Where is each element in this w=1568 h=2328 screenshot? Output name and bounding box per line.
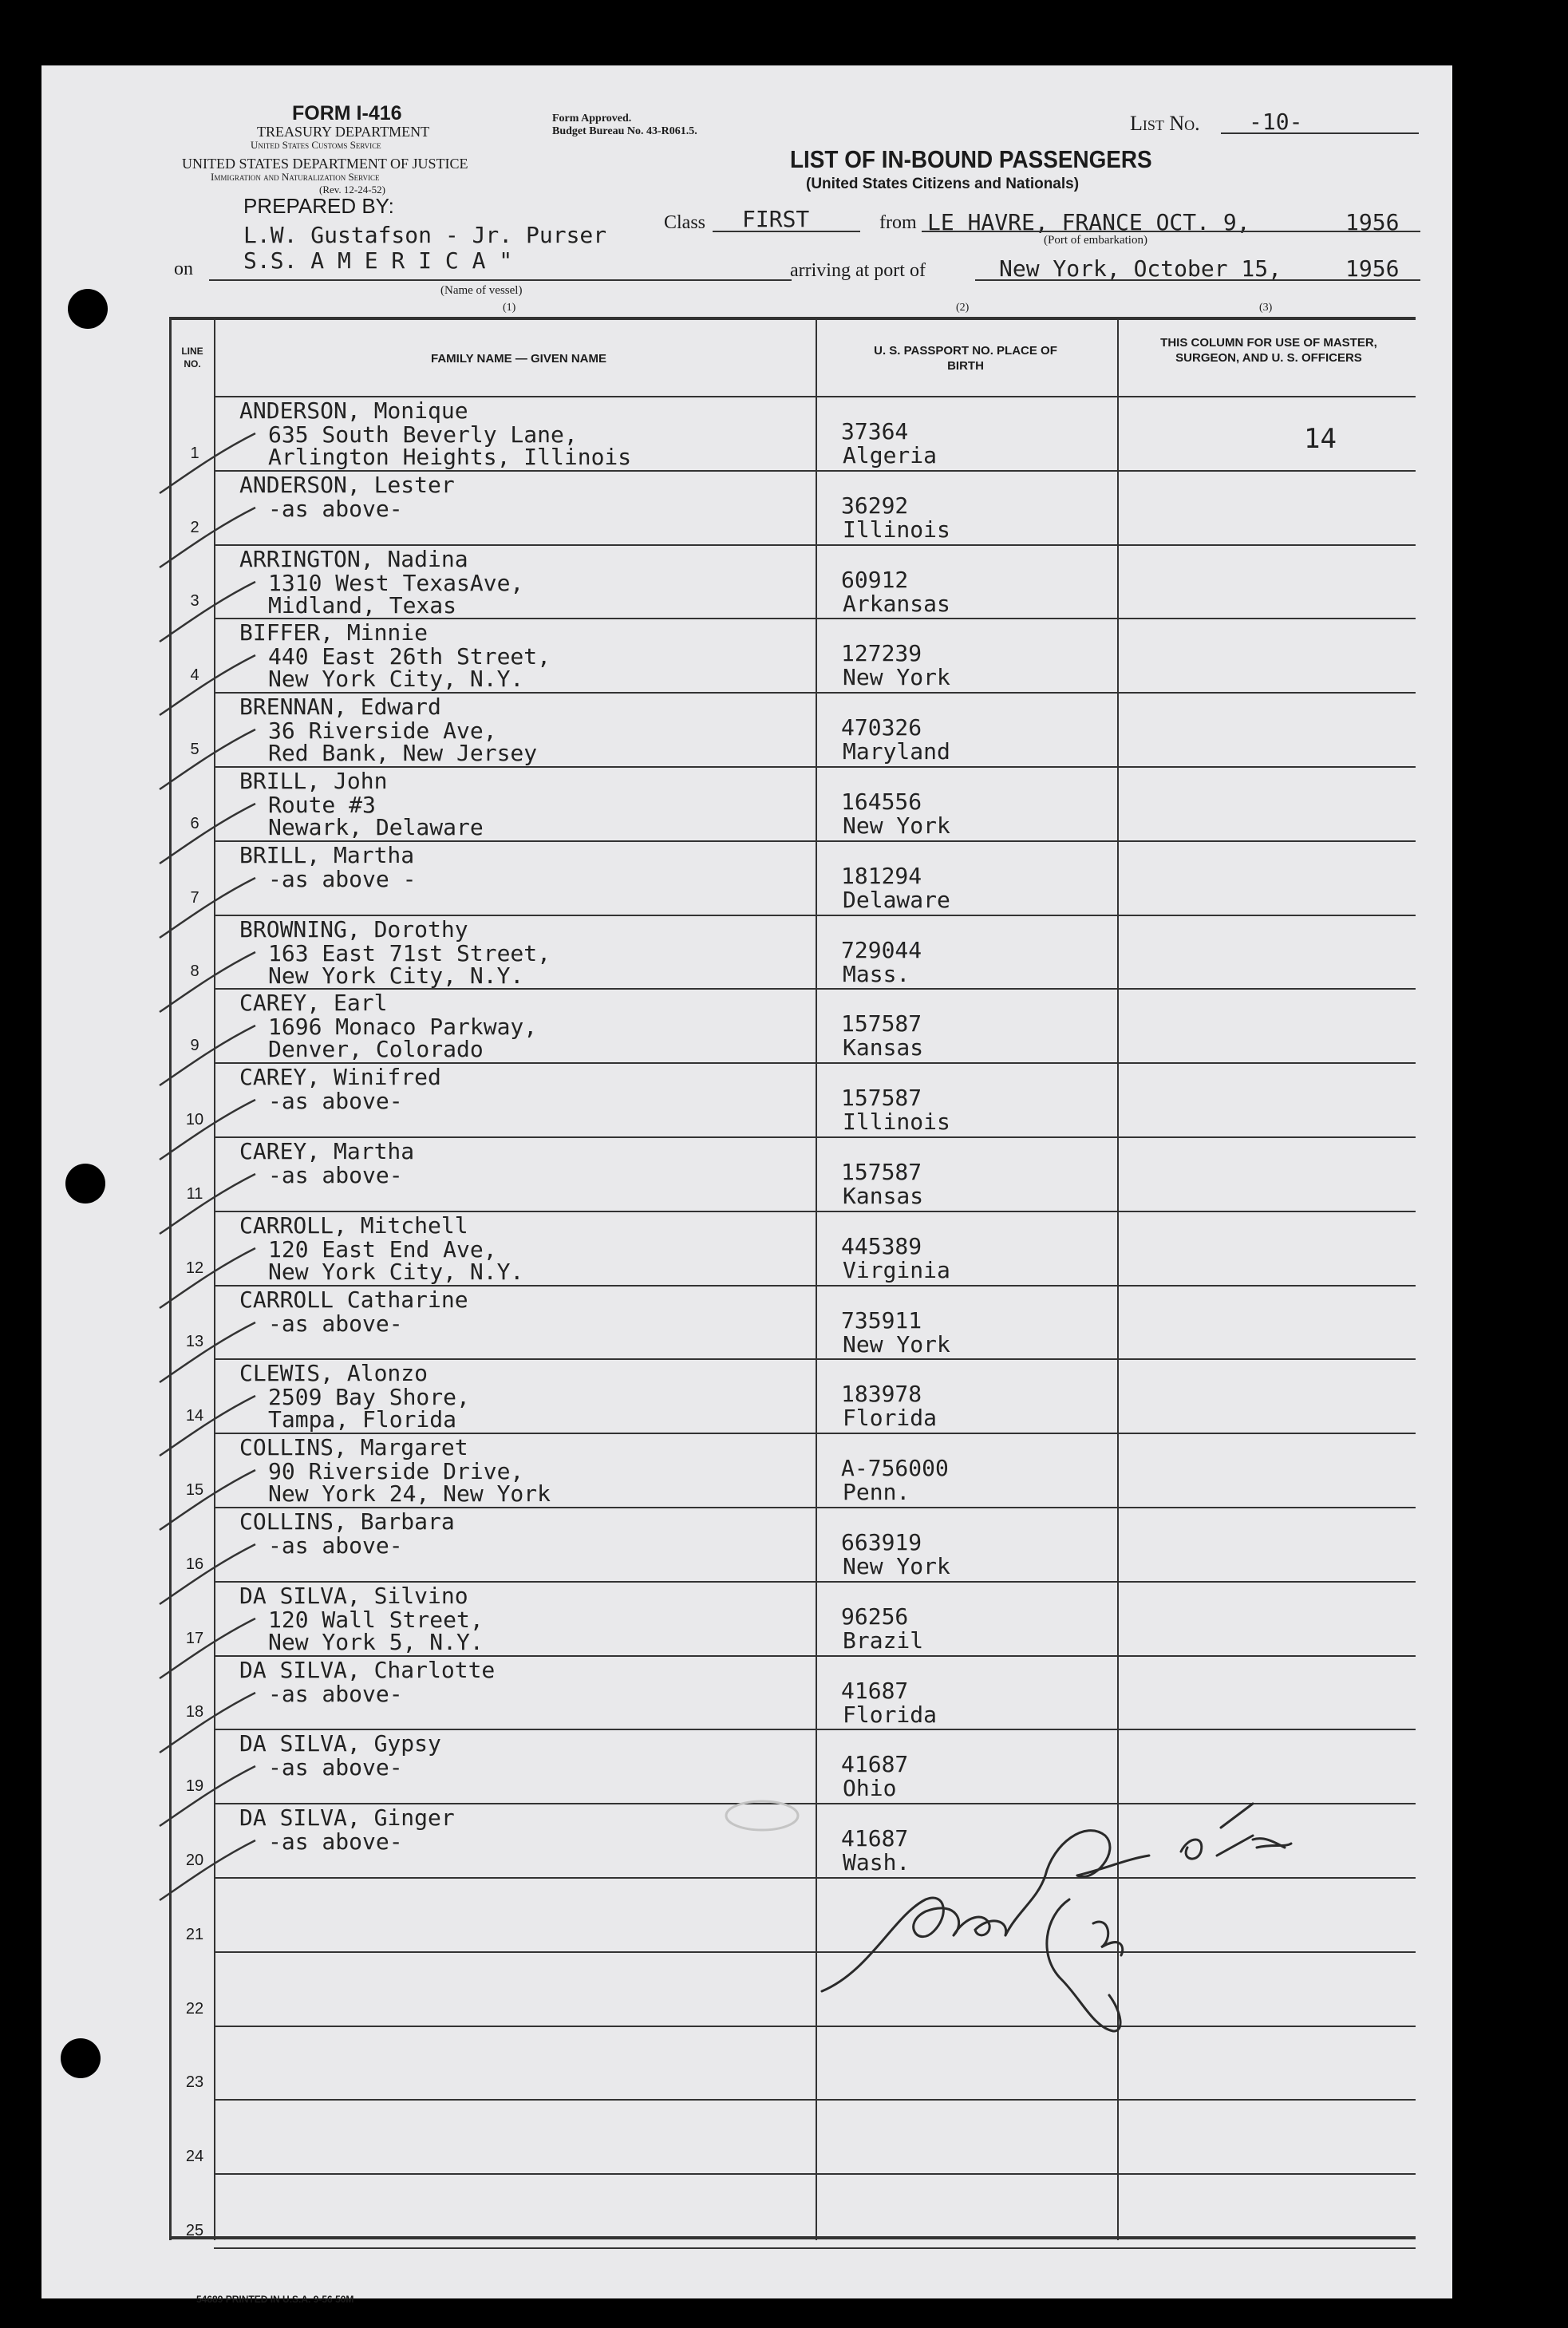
vessel-caption: (Name of vessel) bbox=[440, 284, 523, 297]
faint-stamp bbox=[722, 1796, 802, 1836]
port-caption: (Port of embarkation) bbox=[1044, 234, 1147, 247]
place-of-birth: Kansas bbox=[843, 1183, 924, 1209]
passenger-name: COLLINS, Barbara bbox=[239, 1508, 455, 1535]
passenger-name: ANDERSON, Monique bbox=[239, 397, 468, 424]
arriving-value: New York, October 15, bbox=[999, 255, 1282, 282]
column-number-2: (2) bbox=[956, 302, 970, 314]
line-number: 25 bbox=[185, 2222, 204, 2239]
passenger-address-line: New York 5, N.Y. bbox=[268, 1628, 484, 1655]
line-number: 20 bbox=[185, 1852, 204, 1869]
passenger-address-line: -as above- bbox=[268, 1828, 403, 1856]
line-number: 16 bbox=[185, 1555, 204, 1573]
list-no-label: List No. bbox=[1130, 112, 1200, 135]
binder-hole-top bbox=[68, 289, 108, 329]
class-label: Class bbox=[664, 212, 706, 233]
line-number: 23 bbox=[185, 2073, 204, 2092]
place-of-birth: Illinois bbox=[843, 1109, 950, 1136]
place-of-birth: Brazil bbox=[843, 1626, 924, 1654]
line-number: 6 bbox=[190, 814, 199, 832]
passenger-name: CARROLL Catharine bbox=[239, 1286, 468, 1313]
column-number-3: (3) bbox=[1259, 302, 1273, 314]
passenger-address-line: New York City, N.Y. bbox=[268, 962, 524, 989]
place-of-birth: Florida bbox=[843, 1701, 938, 1728]
passenger-address-line: -as above- bbox=[268, 1532, 403, 1559]
passenger-address-line: Tampa, Florida bbox=[268, 1406, 457, 1433]
place-of-birth: Delaware bbox=[843, 886, 950, 913]
passport-number: 470326 bbox=[841, 714, 922, 741]
arriving-underline bbox=[975, 279, 1420, 281]
passenger-name: DA SILVA, Silvino bbox=[239, 1582, 468, 1609]
vessel-value: S.S. A M E R I C A " bbox=[243, 247, 513, 274]
line-number: 15 bbox=[185, 1481, 204, 1499]
passenger-name: BIFFER, Minnie bbox=[239, 619, 429, 646]
passenger-name: DA SILVA, Charlotte bbox=[239, 1656, 496, 1683]
dept-justice: UNITED STATES DEPARTMENT OF JUSTICE bbox=[182, 156, 468, 172]
passenger-address-line: -as above- bbox=[268, 1754, 403, 1781]
line-number: 1 bbox=[190, 444, 199, 462]
dept-customs: United States Customs Service bbox=[251, 139, 381, 151]
row-rule bbox=[214, 766, 1416, 768]
header-officers: THIS COLUMN FOR USE OF MASTER, SURGEON, AND U. S. OFFICERS bbox=[1160, 336, 1377, 365]
line-number: 10 bbox=[185, 1111, 204, 1128]
place-of-birth: Illinois bbox=[843, 516, 950, 543]
passenger-name: DA SILVA, Gypsy bbox=[239, 1730, 441, 1757]
binder-hole-bottom bbox=[61, 2038, 101, 2078]
line-number: 19 bbox=[185, 1777, 204, 1796]
passenger-address-line: -as above- bbox=[268, 1680, 403, 1707]
line-number: 21 bbox=[185, 1925, 204, 1943]
line-number: 9 bbox=[190, 1037, 199, 1055]
passport-number: 157587 bbox=[841, 1159, 922, 1185]
passenger-address-line: 163 East 71st Street, bbox=[268, 939, 551, 966]
place-of-birth: Kansas bbox=[843, 1034, 924, 1061]
passport-number: 41687 bbox=[841, 1825, 909, 1852]
on-label: on bbox=[174, 259, 193, 279]
passport-number: 735911 bbox=[841, 1306, 922, 1334]
place-of-birth: Algeria bbox=[843, 442, 938, 468]
passport-number: 445389 bbox=[841, 1232, 922, 1259]
passport-number: 729044 bbox=[841, 936, 922, 963]
passenger-address-line: 1696 Monaco Parkway, bbox=[268, 1014, 538, 1041]
passenger-name: BRILL, John bbox=[239, 768, 388, 794]
passenger-name: CAREY, Earl bbox=[239, 990, 388, 1017]
passport-number: 37364 bbox=[841, 418, 909, 445]
from-value: LE HAVRE, FRANCE OCT. 9, bbox=[927, 209, 1250, 235]
arriving-year: 1956 bbox=[1345, 255, 1400, 282]
passenger-address-line: Denver, Colorado bbox=[268, 1036, 484, 1063]
passenger-name: BRENNAN, Edward bbox=[239, 694, 441, 721]
place-of-birth: Wash. bbox=[843, 1849, 910, 1876]
passport-number: 181294 bbox=[841, 862, 922, 889]
table-top-border bbox=[171, 317, 1416, 320]
row-rule bbox=[214, 2247, 1416, 2249]
line-number: 13 bbox=[185, 1333, 204, 1351]
check-mark bbox=[152, 1836, 263, 1908]
line-number: 4 bbox=[190, 666, 199, 685]
passenger-address-line: Route #3 bbox=[268, 792, 376, 818]
approval-line-1: Form Approved. bbox=[552, 113, 632, 125]
vessel-underline bbox=[209, 279, 792, 281]
place-of-birth: Florida bbox=[843, 1405, 938, 1432]
passenger-address-line: 1310 West TexasAve, bbox=[268, 569, 524, 596]
passenger-name: BRILL, Martha bbox=[239, 841, 415, 868]
passenger-name: COLLINS, Margaret bbox=[239, 1434, 468, 1461]
passenger-address-line: -as above- bbox=[268, 1310, 403, 1337]
place-of-birth: Mass. bbox=[843, 960, 910, 987]
passenger-address-line: 120 Wall Street, bbox=[268, 1606, 484, 1633]
passenger-name: CAREY, Winifred bbox=[239, 1064, 441, 1091]
passenger-address-line: 120 East End Ave, bbox=[268, 1235, 497, 1263]
binder-hole-middle bbox=[65, 1164, 105, 1204]
passport-number: 183978 bbox=[841, 1381, 922, 1408]
passport-number: 36292 bbox=[841, 492, 909, 519]
place-of-birth: Maryland bbox=[843, 738, 950, 765]
line-number: 17 bbox=[185, 1629, 204, 1647]
form-number: FORM I-416 bbox=[292, 102, 402, 125]
class-value: FIRST bbox=[742, 206, 810, 232]
revision-date: (Rev. 12-24-52) bbox=[319, 184, 385, 196]
passenger-address-line: -as above- bbox=[268, 495, 403, 522]
place-of-birth: Ohio bbox=[843, 1775, 897, 1802]
row-rule bbox=[214, 2173, 1416, 2175]
approval-line-2: Budget Bureau No. 43-R061.5. bbox=[552, 125, 697, 137]
passport-number: 663919 bbox=[841, 1529, 922, 1555]
passenger-address-line: -as above - bbox=[268, 865, 417, 892]
passenger-name: CARROLL, Mitchell bbox=[239, 1211, 468, 1239]
column-number-1: (1) bbox=[503, 302, 516, 314]
passenger-name: CAREY, Martha bbox=[239, 1138, 415, 1164]
print-footer: 54689 PRINTED IN U.S.A. 9-56 50M bbox=[196, 2294, 354, 2305]
passenger-address-line: New York City, N.Y. bbox=[268, 666, 524, 693]
prepared-by-label: PREPARED BY: bbox=[243, 194, 394, 218]
passenger-address-line: Midland, Texas bbox=[268, 591, 457, 619]
passenger-name: ANDERSON, Lester bbox=[239, 471, 455, 498]
from-year: 1956 bbox=[1345, 209, 1400, 235]
from-underline bbox=[922, 231, 1420, 232]
passport-number: 96256 bbox=[841, 1603, 909, 1630]
passenger-address-line: 635 South Beverly Lane, bbox=[268, 421, 578, 448]
arriving-label: arriving at port of bbox=[790, 260, 926, 281]
line-number: 24 bbox=[185, 2148, 204, 2166]
passport-number: 41687 bbox=[841, 1751, 909, 1778]
passenger-address-line: 36 Riverside Ave, bbox=[268, 717, 497, 745]
passenger-name: BROWNING, Dorothy bbox=[239, 915, 468, 943]
passenger-name: CLEWIS, Alonzo bbox=[239, 1360, 429, 1387]
passport-number: 60912 bbox=[841, 566, 909, 593]
place-of-birth: Virginia bbox=[843, 1256, 950, 1283]
line-number: 11 bbox=[186, 1184, 203, 1203]
passenger-address-line: Arlington Heights, Illinois bbox=[268, 444, 632, 470]
class-underline bbox=[713, 231, 860, 232]
line-number: 8 bbox=[190, 962, 199, 981]
passenger-address-line: 2509 Bay Shore, bbox=[268, 1384, 470, 1411]
place-of-birth: Arkansas bbox=[843, 590, 950, 617]
row-rule bbox=[214, 2099, 1416, 2101]
line-number: 18 bbox=[185, 1703, 204, 1721]
passenger-address-line: 90 Riverside Drive, bbox=[268, 1458, 524, 1485]
from-label: from bbox=[879, 212, 917, 233]
dept-treasury: TREASURY DEPARTMENT bbox=[257, 124, 430, 140]
place-of-birth: New York bbox=[843, 812, 950, 839]
passenger-address-line: New York City, N.Y. bbox=[268, 1258, 524, 1285]
passenger-address-line: Newark, Delaware bbox=[268, 814, 484, 840]
passenger-address-line: -as above- bbox=[268, 1162, 403, 1188]
place-of-birth: Penn. bbox=[843, 1479, 910, 1506]
line-number: 5 bbox=[190, 741, 199, 758]
row-rule bbox=[214, 988, 1416, 990]
list-subtitle: (United States Citizens and Nationals) bbox=[806, 176, 1080, 192]
passenger-address-line: 440 East 26th Street, bbox=[268, 643, 551, 670]
passport-number: 157587 bbox=[841, 1085, 922, 1112]
prepared-by-value: L.W. Gustafson - Jr. Purser bbox=[243, 222, 607, 248]
passport-number: A-756000 bbox=[841, 1455, 949, 1482]
list-no-value: -10- bbox=[1249, 109, 1303, 135]
line-number: 12 bbox=[185, 1259, 204, 1277]
passenger-name: DA SILVA, Ginger bbox=[239, 1804, 455, 1832]
passport-number: 127239 bbox=[841, 640, 922, 667]
passenger-address-line: New York 24, New York bbox=[268, 1480, 551, 1508]
list-no-underline bbox=[1221, 132, 1419, 134]
list-title: LIST OF IN-BOUND PASSENGERS bbox=[790, 145, 1152, 173]
dept-immigration: Immigration and Naturalization Service bbox=[211, 171, 380, 183]
line-number: 7 bbox=[190, 888, 199, 907]
header-passport: U. S. PASSPORT NO. PLACE OF BIRTH bbox=[874, 344, 1057, 373]
passenger-address-line: -as above- bbox=[268, 1088, 403, 1115]
line-number: 14 bbox=[185, 1407, 204, 1425]
passenger-name: ARRINGTON, Nadina bbox=[239, 545, 468, 572]
line-number: 3 bbox=[190, 592, 199, 611]
passport-number: 157587 bbox=[841, 1010, 922, 1038]
line-number: 2 bbox=[190, 518, 199, 536]
passport-number: 164556 bbox=[841, 789, 922, 815]
table-bottom-border bbox=[169, 2236, 1416, 2239]
header-name: FAMILY NAME — GIVEN NAME bbox=[430, 352, 607, 366]
handwritten-signature bbox=[806, 1716, 1317, 2051]
officer-note-row1: 14 bbox=[1304, 423, 1337, 455]
place-of-birth: New York bbox=[843, 1553, 950, 1579]
line-number: 22 bbox=[185, 1999, 204, 2018]
passport-number: 41687 bbox=[841, 1677, 909, 1704]
place-of-birth: New York bbox=[843, 1330, 950, 1358]
passenger-address-line: Red Bank, New Jersey bbox=[268, 740, 538, 767]
header-line-no: LINE NO. bbox=[181, 346, 203, 370]
place-of-birth: New York bbox=[843, 664, 950, 691]
